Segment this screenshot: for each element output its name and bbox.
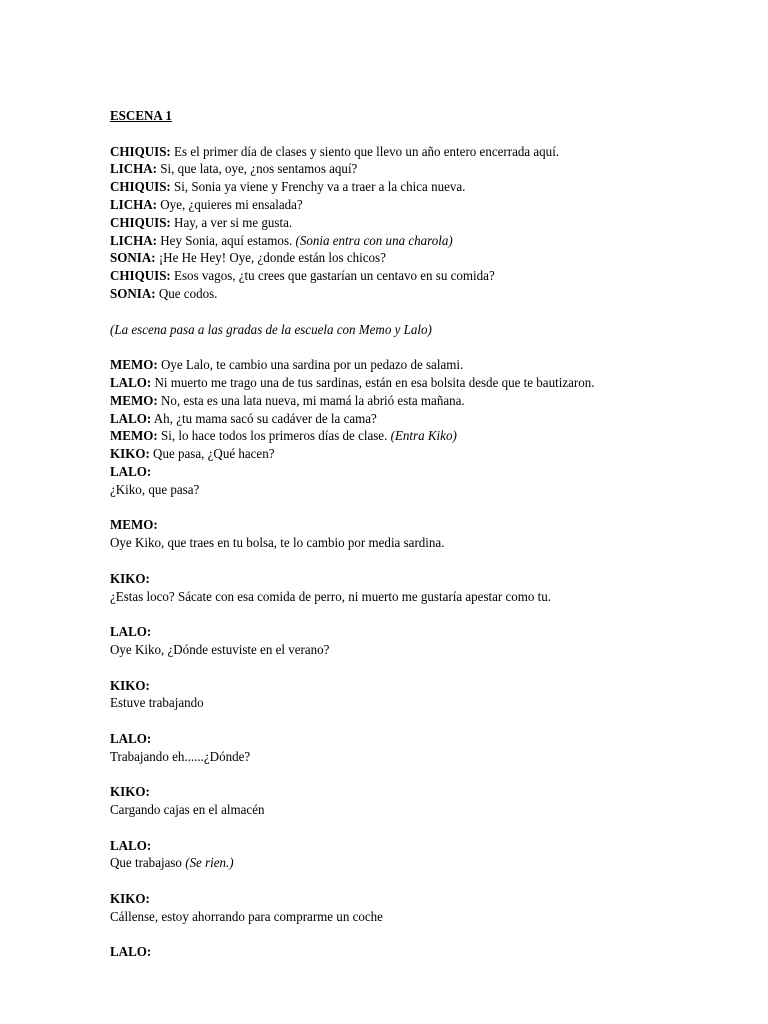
speaker-name: LALO:: [110, 464, 152, 480]
speaker-line: [110, 891, 631, 909]
dialogue-line: [110, 749, 631, 767]
speaker-line: [110, 731, 631, 749]
dialogue-text: Que codos.: [155, 286, 218, 302]
speaker-name: SONIA:: [110, 251, 156, 267]
dialogue-line: [110, 695, 631, 713]
dialogue-entry: [110, 464, 631, 500]
dialogue-line: [110, 250, 631, 268]
speaker-name: KIKO:: [110, 571, 150, 587]
speaker-name: LICHA:: [110, 197, 158, 213]
dialogue-text: Es el primer día de clases y siento que llevo un año entero encerrada aquí.: [170, 144, 560, 160]
speaker-name: CHIQUIS:: [110, 144, 171, 160]
speaker-line: [110, 678, 631, 696]
dialogue-entry: [110, 891, 631, 927]
speaker-name: CHIQUIS:: [110, 180, 171, 196]
dialogue-line: [110, 233, 631, 251]
dialogue-entry: [110, 784, 631, 820]
dialogue-line: [110, 268, 631, 286]
speaker-name: LICHA:: [110, 162, 158, 178]
speaker-line: [110, 624, 631, 642]
dialogue-line: [110, 411, 631, 429]
dialogue-line: [110, 855, 631, 873]
dialogue-line: [110, 357, 631, 375]
scene-title: ESCENA 1: [110, 109, 172, 124]
speaker-name: KIKO:: [110, 447, 150, 463]
dialogue-text: Oye Lalo, te cambio una sardina por un pedazo de salami.: [157, 358, 464, 374]
dialogue-text: No, esta es una lata nueva, mi mamá la abrió esta mañana.: [157, 393, 465, 409]
dialogue-line: [110, 179, 631, 197]
speaker-line: [110, 571, 631, 589]
dialogue-line: [110, 446, 631, 464]
speaker-name: MEMO:: [110, 393, 158, 409]
speaker-name: KIKO:: [110, 892, 150, 908]
dialogue-line: [110, 215, 631, 233]
dialogue-line: [110, 375, 631, 393]
dialogue-text: Trabajando eh......¿Dónde?: [110, 749, 251, 765]
speaker-name: LALO:: [110, 411, 152, 427]
speaker-name: MEMO:: [110, 358, 158, 374]
speaker-name: MEMO:: [110, 429, 158, 445]
dialogue-text: Estuve trabajando: [110, 696, 204, 712]
dialogue-text: Oye Kiko, que traes en tu bolsa, te lo cambio por media sardina.: [110, 536, 445, 552]
speaker-line: [110, 464, 631, 482]
dialogue-line: [110, 589, 631, 607]
dialogue-text: Hey Sonia, aquí estamos.: [157, 233, 296, 249]
dialogue-line: [110, 802, 631, 820]
dialogue-line: [110, 642, 631, 660]
speaker-name: LALO:: [110, 838, 152, 854]
speaker-name: KIKO:: [110, 678, 150, 694]
speaker-name: SONIA:: [110, 286, 156, 302]
speaker-name: CHIQUIS:: [110, 269, 171, 285]
dialogue-text: Si, lo hace todos los primeros días de clase.: [157, 429, 391, 445]
dialogue-text: Cállense, estoy ahorrando para comprarme un coche: [110, 909, 383, 925]
dialogue-text: Que pasa, ¿Qué hacen?: [149, 447, 275, 463]
dialogue-line: [110, 144, 631, 162]
dialogue-line: [110, 428, 631, 446]
dialogue-line: [110, 482, 631, 500]
dialogue-text: Oye, ¿quieres mi ensalada?: [157, 197, 303, 213]
speaker-name: LALO:: [110, 625, 152, 641]
dialogue-block-3: [110, 464, 631, 962]
stage-direction: (La escena pasa a las gradas de la escuela con Memo y Lalo): [110, 322, 432, 338]
dialogue-text: ¡He He Hey! Oye, ¿donde están los chicos?: [155, 251, 386, 267]
speaker-line: [110, 517, 631, 535]
speaker-name: LALO:: [110, 375, 152, 391]
dialogue-line: [110, 909, 631, 927]
dialogue-line: [110, 286, 631, 304]
speaker-name: LALO:: [110, 945, 152, 961]
dialogue-text: ¿Kiko, que pasa?: [110, 482, 200, 498]
dialogue-text: Oye Kiko, ¿Dónde estuviste en el verano?: [110, 642, 330, 658]
dialogue-text: Si, Sonia ya viene y Frenchy va a traer a la chica nueva.: [170, 180, 466, 196]
dialogue-text: Si, que lata, oye, ¿nos sentamos aquí?: [157, 162, 358, 178]
stage-direction: (Sonia entra con una charola): [295, 233, 453, 249]
dialogue-text: Cargando cajas en el almacén: [110, 803, 265, 819]
dialogue-text: Esos vagos, ¿tu crees que gastarían un centavo en su comida?: [170, 269, 495, 285]
dialogue-line: [110, 161, 631, 179]
speaker-name: LALO:: [110, 731, 152, 747]
dialogue-line: [110, 535, 631, 553]
dialogue-text: Ah, ¿tu mama sacó su cadáver de la cama?: [151, 411, 377, 427]
speaker-name: LICHA:: [110, 233, 158, 249]
speaker-name: KIKO:: [110, 785, 150, 801]
dialogue-text: Que trabajaso: [110, 856, 186, 872]
dialogue-entry: [110, 624, 631, 660]
dialogue-block-1: [110, 144, 631, 304]
dialogue-entry: [110, 517, 631, 553]
dialogue-block-2: [110, 357, 631, 464]
stage-direction: (Entra Kiko): [390, 429, 457, 445]
dialogue-entry: [110, 731, 631, 767]
dialogue-line: [110, 393, 631, 411]
dialogue-entry: [110, 944, 631, 962]
script-page: [110, 108, 631, 962]
dialogue-entry: [110, 838, 631, 874]
dialogue-text: ¿Estas loco? Sácate con esa comida de perro, ni muerto me gustaría apestar como tu.: [110, 589, 552, 605]
dialogue-text: Hay, a ver si me gusta.: [170, 215, 293, 231]
speaker-line: [110, 944, 631, 962]
stage-direction: (Se rien.): [185, 856, 234, 872]
dialogue-entry: [110, 678, 631, 714]
speaker-name: MEMO:: [110, 518, 158, 534]
dialogue-entry: [110, 571, 631, 607]
dialogue-line: [110, 197, 631, 215]
speaker-line: [110, 838, 631, 856]
speaker-name: CHIQUIS:: [110, 215, 171, 231]
speaker-line: [110, 784, 631, 802]
dialogue-text: Ni muerto me trago una de tus sardinas, están en esa bolsita desde que te bautizaron.: [151, 375, 595, 391]
